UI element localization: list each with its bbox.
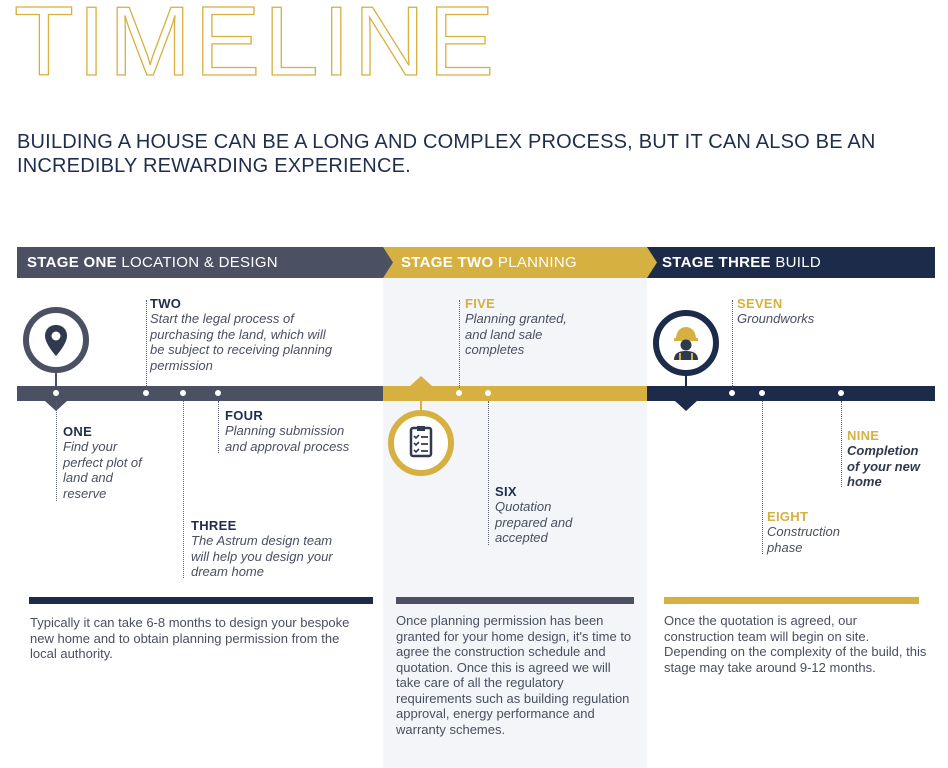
milestone-nine <box>847 428 937 490</box>
milestone-seven-title: SEVEN <box>737 296 783 311</box>
timeline-dot-three <box>180 390 186 396</box>
checklist-icon <box>388 410 454 476</box>
milestone-eight <box>767 509 867 555</box>
milestone-seven <box>737 296 857 327</box>
timeline-pointer-two <box>410 376 432 386</box>
stage-three-summary: Once the quotation is agreed, our construction team will begin on site. Depending on the complexity of the build, this stage may take around 9-12 months. <box>664 613 927 675</box>
milestone-three-title: THREE <box>191 518 237 533</box>
stage-two-summary: Once planning permission has been granted for your home design, it's time to agree the construction schedule and quotation. Once this is agreed we will take care of all the regulatory requirements such as building regulation approval, energy performance and warranty schemes. <box>396 613 632 737</box>
timeline-segment-two <box>383 386 647 401</box>
stage-two-name: PLANNING <box>497 254 577 271</box>
stage-one-summary-bar <box>29 597 373 604</box>
timeline-dot-one <box>53 390 59 396</box>
timeline-dot-seven <box>729 390 735 396</box>
milestone-eight-text: Construction phase <box>767 524 840 555</box>
connector-five <box>459 300 460 388</box>
page-title: TIMELINE <box>14 0 498 96</box>
timeline-dot-four <box>215 390 221 396</box>
stage-three-header <box>647 247 935 278</box>
timeline-segment-one <box>17 386 383 401</box>
intro-heading: BUILDING A HOUSE CAN BE A LONG AND COMPLEX PROCESS, BUT IT CAN ALSO BE AN INCREDIBLY REWARDING EXPERIENCE. <box>17 131 876 177</box>
connector-nine <box>841 401 842 487</box>
connector-three <box>183 401 184 578</box>
milestone-two-title: TWO <box>150 296 182 311</box>
timeline-dot-nine <box>838 390 844 396</box>
milestone-two <box>150 296 350 373</box>
milestone-four <box>225 408 375 454</box>
milestone-five-title: FIVE <box>465 296 496 311</box>
timeline-segment-three <box>647 386 935 401</box>
milestone-two-text: Start the legal process of purchasing the land, which will be subject to receiving planning permission <box>150 311 333 373</box>
timeline-dot-eight <box>759 390 765 396</box>
milestone-eight-title: EIGHT <box>767 509 809 524</box>
milestone-one <box>63 424 153 501</box>
milestone-four-title: FOUR <box>225 408 264 423</box>
worker-stem <box>685 374 687 386</box>
milestone-five-text: Planning granted, and land sale completes <box>465 311 567 357</box>
stage-arrow-notch-2 <box>647 247 659 278</box>
stage-one-name: LOCATION & DESIGN <box>121 254 278 271</box>
milestone-three <box>191 518 351 580</box>
stage-two-label: STAGE TWO <box>401 254 494 271</box>
milestone-one-text: Find your perfect plot of land and reserve <box>63 439 142 501</box>
stage-three-summary-bar <box>664 597 919 604</box>
milestone-six-text: Quotation prepared and accepted <box>495 499 573 545</box>
stage-two-header <box>383 247 647 278</box>
connector-seven <box>732 300 733 388</box>
connector-four <box>218 401 219 453</box>
connector-two <box>146 300 147 388</box>
milestone-nine-text: Completion of your new home <box>847 443 920 489</box>
milestone-seven-text: Groundworks <box>737 311 815 326</box>
stage-three-label: STAGE THREE <box>662 254 771 271</box>
connector-eight <box>762 401 763 554</box>
connector-one <box>56 401 57 501</box>
timeline-pointer-three <box>675 401 697 411</box>
milestone-one-title: ONE <box>63 424 93 439</box>
stage-two-summary-bar <box>396 597 634 604</box>
milestone-nine-title: NINE <box>847 428 880 443</box>
milestone-four-text: Planning submission and approval process <box>225 423 350 454</box>
timeline-dot-six <box>485 390 491 396</box>
stage-three-name: BUILD <box>775 254 822 271</box>
milestone-six <box>495 484 605 546</box>
checklist-stem <box>420 401 422 411</box>
stage-one-header <box>17 247 383 278</box>
construction-worker-icon <box>653 310 719 376</box>
timeline-dot-five <box>456 390 462 396</box>
stage-arrow-notch <box>383 247 395 278</box>
connector-six <box>488 401 489 545</box>
milestone-six-title: SIX <box>495 484 517 499</box>
stage-one-summary: Typically it can take 6-8 months to design your bespoke new home and to obtain planning permission from the local authority. <box>30 615 350 661</box>
milestone-five <box>465 296 595 358</box>
pin-stem <box>55 373 57 387</box>
map-pin-icon <box>23 307 89 373</box>
timeline-dot-two <box>143 390 149 396</box>
milestone-three-text: The Astrum design team will help you design your dream home <box>191 533 333 579</box>
stage-one-label: STAGE ONE <box>27 254 117 271</box>
